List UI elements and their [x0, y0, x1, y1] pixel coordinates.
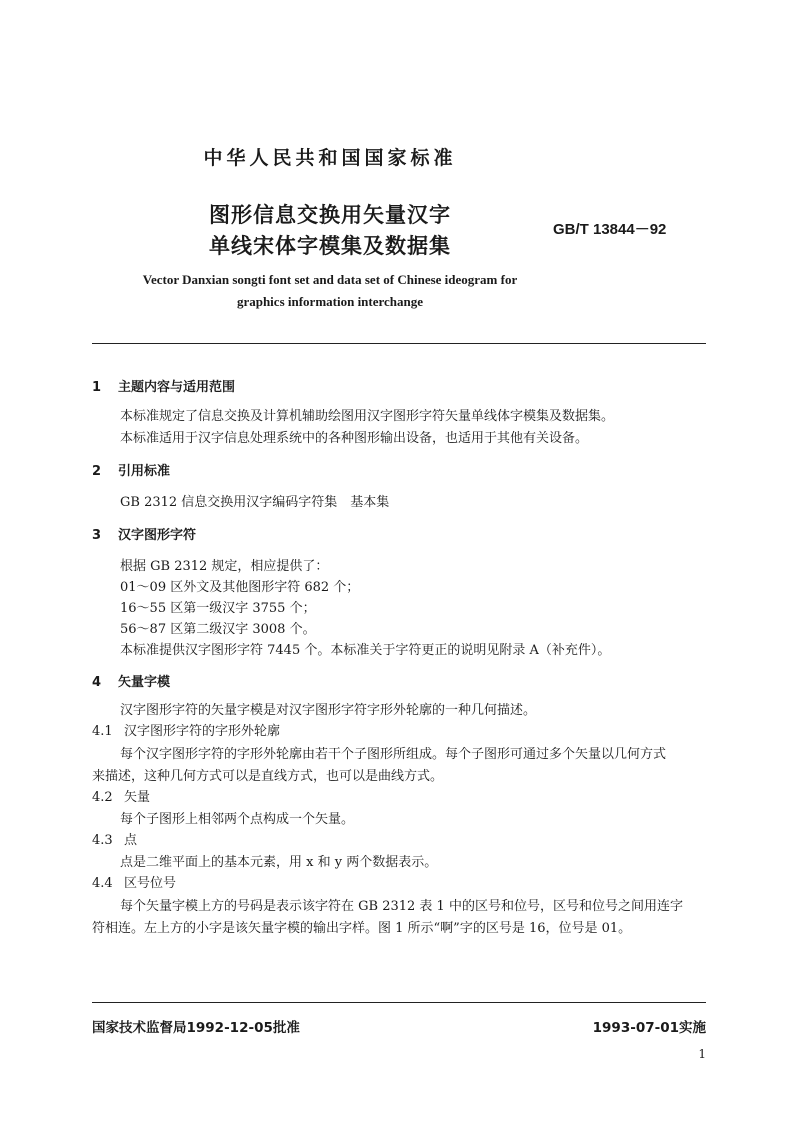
section-3-title: 汉字图形字符 [118, 528, 197, 543]
section-3-number: 3 [92, 528, 102, 543]
subsection-4-2-heading [92, 786, 150, 805]
section-1-number: 1 [92, 380, 102, 395]
subsection-4-4-title: 区号位号 [124, 876, 177, 891]
section-2-title: 引用标准 [118, 464, 171, 479]
section-4-heading [92, 671, 170, 690]
implementation-date: 1993-07-01实施 [592, 1020, 706, 1036]
section-3-heading [92, 524, 196, 543]
subsection-4-3-line-1: 点是二维平面上的基本元素，用 x 和 y 两个数据表示。 [120, 855, 438, 870]
section-3-line-2: 01～09 区外文及其他图形字符 682 个； [120, 580, 360, 595]
section-3-line-5: 本标准提供汉字图形字符 7445 个。本标准关于字符更正的说明见附录 A（补充件）。 [120, 643, 611, 658]
section-3-line-3: 16～55 区第一级汉字 3755 个； [120, 601, 316, 616]
section-1-paragraph-2: 本标准适用于汉字信息处理系统中的各种图形输出设备，也适用于其他有关设备。 [120, 431, 589, 446]
english-title-line-2: graphics information interchange [236, 294, 424, 309]
subsection-4-1-title: 汉字图形字符的字形外轮廓 [124, 724, 281, 739]
subsection-4-3-heading [92, 829, 137, 848]
subsection-4-4-line-1: 每个矢量字模上方的号码是表示该字符在 GB 2312 表 1 中的区号和位号，区号和位号之间用连字 [120, 899, 683, 914]
header-divider [92, 343, 706, 344]
section-4-title: 矢量字模 [118, 675, 171, 690]
section-4-number: 4 [92, 675, 102, 690]
standard-code: GB/T 13844－92 [553, 221, 667, 238]
section-2-number: 2 [92, 464, 102, 479]
section-3-line-1: 根据 GB 2312 规定，相应提供了： [120, 559, 329, 574]
title-line-1: 图形信息交换用矢量汉字 [209, 203, 451, 227]
subsection-4-4-heading [92, 872, 176, 891]
section-1-paragraph-1: 本标准规定了信息交换及计算机辅助绘图用汉字图形字符矢量单线体字模集及数据集。 [120, 409, 615, 424]
subsection-4-4-line-2: 符相连。左上方的小字是该矢量字模的输出字样。图 1 所示“啊”字的区号是 16，位号是 01。 [92, 921, 632, 936]
section-1-heading [92, 376, 235, 395]
english-title-line-1: Vector Danxian songti font set and data set of Chinese ideogram for [142, 272, 518, 287]
section-2-heading [92, 460, 170, 479]
subsection-4-1-line-2: 来描述，这种几何方式可以是直线方式，也可以是曲线方式。 [92, 769, 444, 784]
title-line-2: 单线宋体字模集及数据集 [209, 234, 451, 258]
subsection-4-1-line-1: 每个汉字图形字符的字形外轮廓由若干个子图形所组成。每个子图形可通过多个矢量以几何方式 [120, 747, 667, 762]
subsection-4-2-title: 矢量 [124, 790, 151, 805]
subsection-4-2-number: 4.2 [92, 790, 113, 805]
subsection-4-2-line-1: 每个子图形上相邻两个点构成一个矢量。 [120, 812, 355, 827]
approval-date: 国家技术监督局1992-12-05批准 [92, 1020, 300, 1036]
document-header: 中华人民共和国国家标准 [203, 147, 457, 169]
subsection-4-1-number: 4.1 [92, 724, 113, 739]
footer-divider [92, 1002, 706, 1003]
subsection-4-1-heading [92, 720, 280, 739]
subsection-4-4-number: 4.4 [92, 876, 113, 891]
section-1-title: 主题内容与适用范围 [118, 380, 236, 395]
subsection-4-3-title: 点 [124, 833, 138, 848]
section-2-paragraph-1: GB 2312 信息交换用汉字编码字符集 基本集 [120, 495, 390, 510]
page-number: 1 [698, 1047, 706, 1061]
section-4-paragraph-1: 汉字图形字符的矢量字模是对汉字图形字符字形外轮廓的一种几何描述。 [120, 703, 537, 718]
section-3-line-4: 56～87 区第二级汉字 3008 个。 [120, 622, 316, 637]
subsection-4-3-number: 4.3 [92, 833, 113, 848]
